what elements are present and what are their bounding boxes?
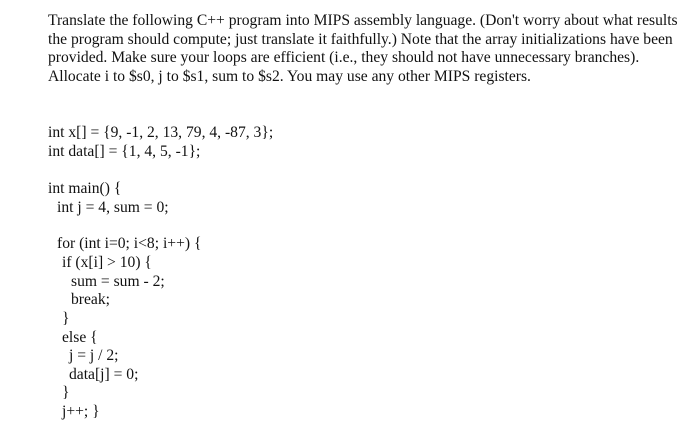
question-text [48, 12, 688, 86]
code-line-break: break; [71, 291, 110, 308]
code-line-close-if: } [62, 310, 70, 327]
code-line-for: for (int i=0; i<8; i++) { [57, 235, 202, 252]
code-line-array-x: int x[] = {9, -1, 2, 13, 79, 4, -87, 3}; [48, 124, 274, 141]
code-line-array-data: int data[] = {1, 4, 5, -1}; [48, 143, 201, 160]
code-line-data-assign: data[j] = 0; [69, 366, 139, 383]
code-line-else: else { [62, 329, 98, 346]
instructions-paragraph: Translate the following C++ program into MIPS assembly language. (Don't worry about what results the program should compute; just translate it faithfully.) Note that the array initializations have been provided. Make sure your loops are efficient (i.e., they should not have unnecessary branches). [48, 12, 678, 67]
code-line-close-else: } [62, 384, 70, 401]
code-line-main: int main() { [48, 180, 122, 197]
allocation-line: Allocate i to $s0, j to $s1, sum to $s2. You may use any other MIPS registers. [48, 67, 531, 85]
code-line-decl: int j = 4, sum = 0; [57, 199, 169, 216]
code-line-sum: sum = sum - 2; [71, 273, 165, 290]
code-line-j-div: j = j / 2; [69, 347, 119, 364]
code-line-j-inc: j++; } [62, 403, 100, 420]
code-line-if: if (x[i] > 10) { [62, 254, 152, 271]
